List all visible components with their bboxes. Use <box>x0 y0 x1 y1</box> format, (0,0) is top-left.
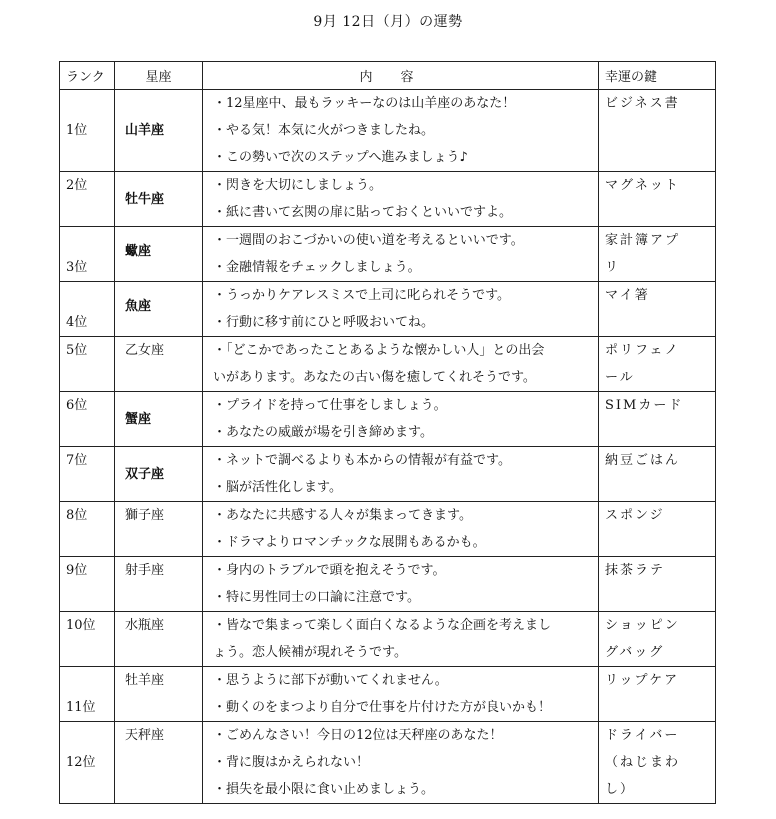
sign-cell <box>115 337 203 392</box>
table-header-row <box>60 62 716 90</box>
content-cell <box>203 227 599 282</box>
lucky-item-line: ポリフェノ <box>605 343 680 358</box>
rank-cell <box>60 90 115 172</box>
lucky-item-line: ール <box>605 370 635 385</box>
content-line: いがあります。あなたの古い傷を癒してくれそうです。 <box>213 370 536 385</box>
rank-cell <box>60 722 115 804</box>
rank-label: 1位 <box>66 123 88 138</box>
content-line: ・背に腹はかえられない！ <box>213 755 370 770</box>
rank-cell <box>60 227 115 282</box>
content-line: ・行動に移す前にひと呼吸おいてね。 <box>213 315 435 330</box>
rank-cell <box>60 667 115 722</box>
rank-label: 4位 <box>66 315 88 330</box>
sign-label: 水瓶座 <box>125 618 165 633</box>
sign-label: 射手座 <box>125 563 165 578</box>
content-line: ・一週間のおこづかいの使い道を考えるといいです。 <box>213 233 524 248</box>
lucky-item-line: ビジネス書 <box>605 96 680 111</box>
rank-label: 12位 <box>66 755 96 770</box>
lucky-item-line: 家計簿アプ <box>605 233 681 248</box>
sign-label: 乙女座 <box>125 343 165 358</box>
rank-label: 7位 <box>66 453 88 468</box>
content-line: ・「どこかであったことあるような懐かしい人」との出会 <box>213 343 545 358</box>
content-line: ・脳が活性化します。 <box>213 480 342 495</box>
content-line: ・12星座中、最もラッキーなのは山羊座のあなた！ <box>213 96 516 111</box>
lucky-item-cell <box>599 227 716 282</box>
lucky-item-cell <box>599 612 716 667</box>
sign-cell <box>115 722 203 804</box>
fortune-table <box>59 61 716 804</box>
sign-cell <box>115 612 203 667</box>
rank-label: 5位 <box>66 343 88 358</box>
lucky-item-line: マイ箸 <box>605 288 650 303</box>
header-lucky: 幸運の鍵 <box>599 62 716 90</box>
lucky-item-cell <box>599 90 716 172</box>
content-cell <box>203 502 599 557</box>
sign-cell <box>115 447 203 502</box>
rank-label: 8位 <box>66 508 88 523</box>
rank-label: 2位 <box>66 178 88 193</box>
lucky-item-line: し） <box>605 782 636 797</box>
sign-label: 牡牛座 <box>125 192 165 207</box>
lucky-item-cell <box>599 392 716 447</box>
sign-label: 獅子座 <box>125 508 165 523</box>
lucky-item-line: リ <box>605 260 621 275</box>
table-row <box>60 282 716 337</box>
lucky-item-cell <box>599 722 716 804</box>
lucky-item-line: リップケア <box>605 673 680 688</box>
content-line: ・皆なで集まって楽しく面白くなるような企画を考えまし <box>213 618 552 633</box>
lucky-item-line: マグネット <box>605 178 680 193</box>
table-row <box>60 722 716 804</box>
content-cell <box>203 667 599 722</box>
lucky-item-cell <box>599 667 716 722</box>
lucky-item-cell <box>599 172 716 227</box>
content-line: ・思うように部下が動いてくれません。 <box>213 673 448 688</box>
content-line: ・あなたの威厳が場を引き締めます。 <box>213 425 433 440</box>
table-row <box>60 612 716 667</box>
header-content: 内容 <box>203 62 599 90</box>
header-sign: 星座 <box>115 62 203 90</box>
sign-cell <box>115 557 203 612</box>
rank-cell <box>60 557 115 612</box>
table-row <box>60 337 716 392</box>
table-row <box>60 392 716 447</box>
table-row <box>60 172 716 227</box>
content-line: ・動くのをまつより自分で仕事を片付けた方が良いかも！ <box>213 700 552 715</box>
lucky-item-line: スポンジ <box>605 508 665 523</box>
sign-cell <box>115 502 203 557</box>
content-line: ・損失を最小限に食い止めましょう。 <box>213 782 435 797</box>
table-row <box>60 502 716 557</box>
lucky-item-cell <box>599 557 716 612</box>
rank-cell <box>60 337 115 392</box>
lucky-item-cell <box>599 337 716 392</box>
rank-cell <box>60 172 115 227</box>
content-cell <box>203 172 599 227</box>
table-row <box>60 557 716 612</box>
content-line: ・やる気！本気に火がつきましたね。 <box>213 123 435 138</box>
sign-cell <box>115 172 203 227</box>
sign-cell <box>115 227 203 282</box>
sign-cell <box>115 90 203 172</box>
table-row <box>60 667 716 722</box>
lucky-item-line: グバッグ <box>605 645 665 660</box>
lucky-item-line: ドライバー <box>605 728 680 743</box>
content-cell <box>203 722 599 804</box>
content-line: ・閃きを大切にしましょう。 <box>213 178 383 193</box>
content-cell <box>203 392 599 447</box>
rank-cell <box>60 612 115 667</box>
content-cell <box>203 557 599 612</box>
content-line: ・ごめんなさい！今日の12位は天秤座のあなた！ <box>213 728 503 743</box>
lucky-item-line: ショッピン <box>605 618 680 633</box>
rank-label: 6位 <box>66 398 88 413</box>
rank-cell <box>60 392 115 447</box>
content-cell <box>203 337 599 392</box>
content-line: ・ネットで調べるよりも本からの情報が有益です。 <box>213 453 511 468</box>
content-cell <box>203 282 599 337</box>
sign-label: 蟹座 <box>125 412 152 427</box>
content-line: ・身内のトラブルで頭を抱えそうです。 <box>213 563 446 578</box>
content-line: ・金融情報をチェックしましょう。 <box>213 260 421 275</box>
rank-label: 11位 <box>66 700 96 715</box>
sign-cell <box>115 667 203 722</box>
table-row <box>60 90 716 172</box>
sign-label: 双子座 <box>125 467 165 482</box>
content-line: ・特に男性同士の口論に注意です。 <box>213 590 420 605</box>
content-line: ・プライドを持って仕事をしましょう。 <box>213 398 447 413</box>
lucky-item-line: 抹茶ラテ <box>605 563 666 578</box>
sign-label: 蠍座 <box>125 244 152 259</box>
content-line: ・紙に書いて玄関の扉に貼っておくといいですよ。 <box>213 205 513 220</box>
lucky-item-line: （ねじまわ <box>605 755 681 770</box>
sign-cell <box>115 282 203 337</box>
content-cell <box>203 612 599 667</box>
content-cell <box>203 447 599 502</box>
header-rank: ランク <box>60 62 115 90</box>
sign-label: 牡羊座 <box>125 673 165 688</box>
lucky-item-cell <box>599 447 716 502</box>
sign-label: 山羊座 <box>125 123 165 138</box>
content-cell <box>203 90 599 172</box>
table-row <box>60 227 716 282</box>
rank-label: 10位 <box>66 618 96 633</box>
rank-cell <box>60 447 115 502</box>
sign-label: 魚座 <box>125 299 152 314</box>
rank-label: 9位 <box>66 563 88 578</box>
lucky-item-cell <box>599 282 716 337</box>
page-title: 9月 12日（月）の運勢 <box>313 14 463 30</box>
lucky-item-line: 納豆ごはん <box>605 453 681 468</box>
content-line: ・この勢いで次のステップへ進みましょう♪ <box>213 150 468 165</box>
rank-cell <box>60 282 115 337</box>
content-line: ょう。恋人候補が現れそうです。 <box>213 645 407 660</box>
content-line: ・ドラマよりロマンチックな展開もあるかも。 <box>213 535 486 550</box>
lucky-item-line: SIMカード <box>605 398 684 413</box>
table-row <box>60 447 716 502</box>
sign-label: 天秤座 <box>125 728 165 743</box>
lucky-item-cell <box>599 502 716 557</box>
content-line: ・あなたに共感する人々が集まってきます。 <box>213 508 472 523</box>
sign-cell <box>115 392 203 447</box>
rank-label: 3位 <box>66 260 88 275</box>
content-line: ・うっかりケアレスミスで上司に叱られそうです。 <box>213 288 511 303</box>
rank-cell <box>60 502 115 557</box>
